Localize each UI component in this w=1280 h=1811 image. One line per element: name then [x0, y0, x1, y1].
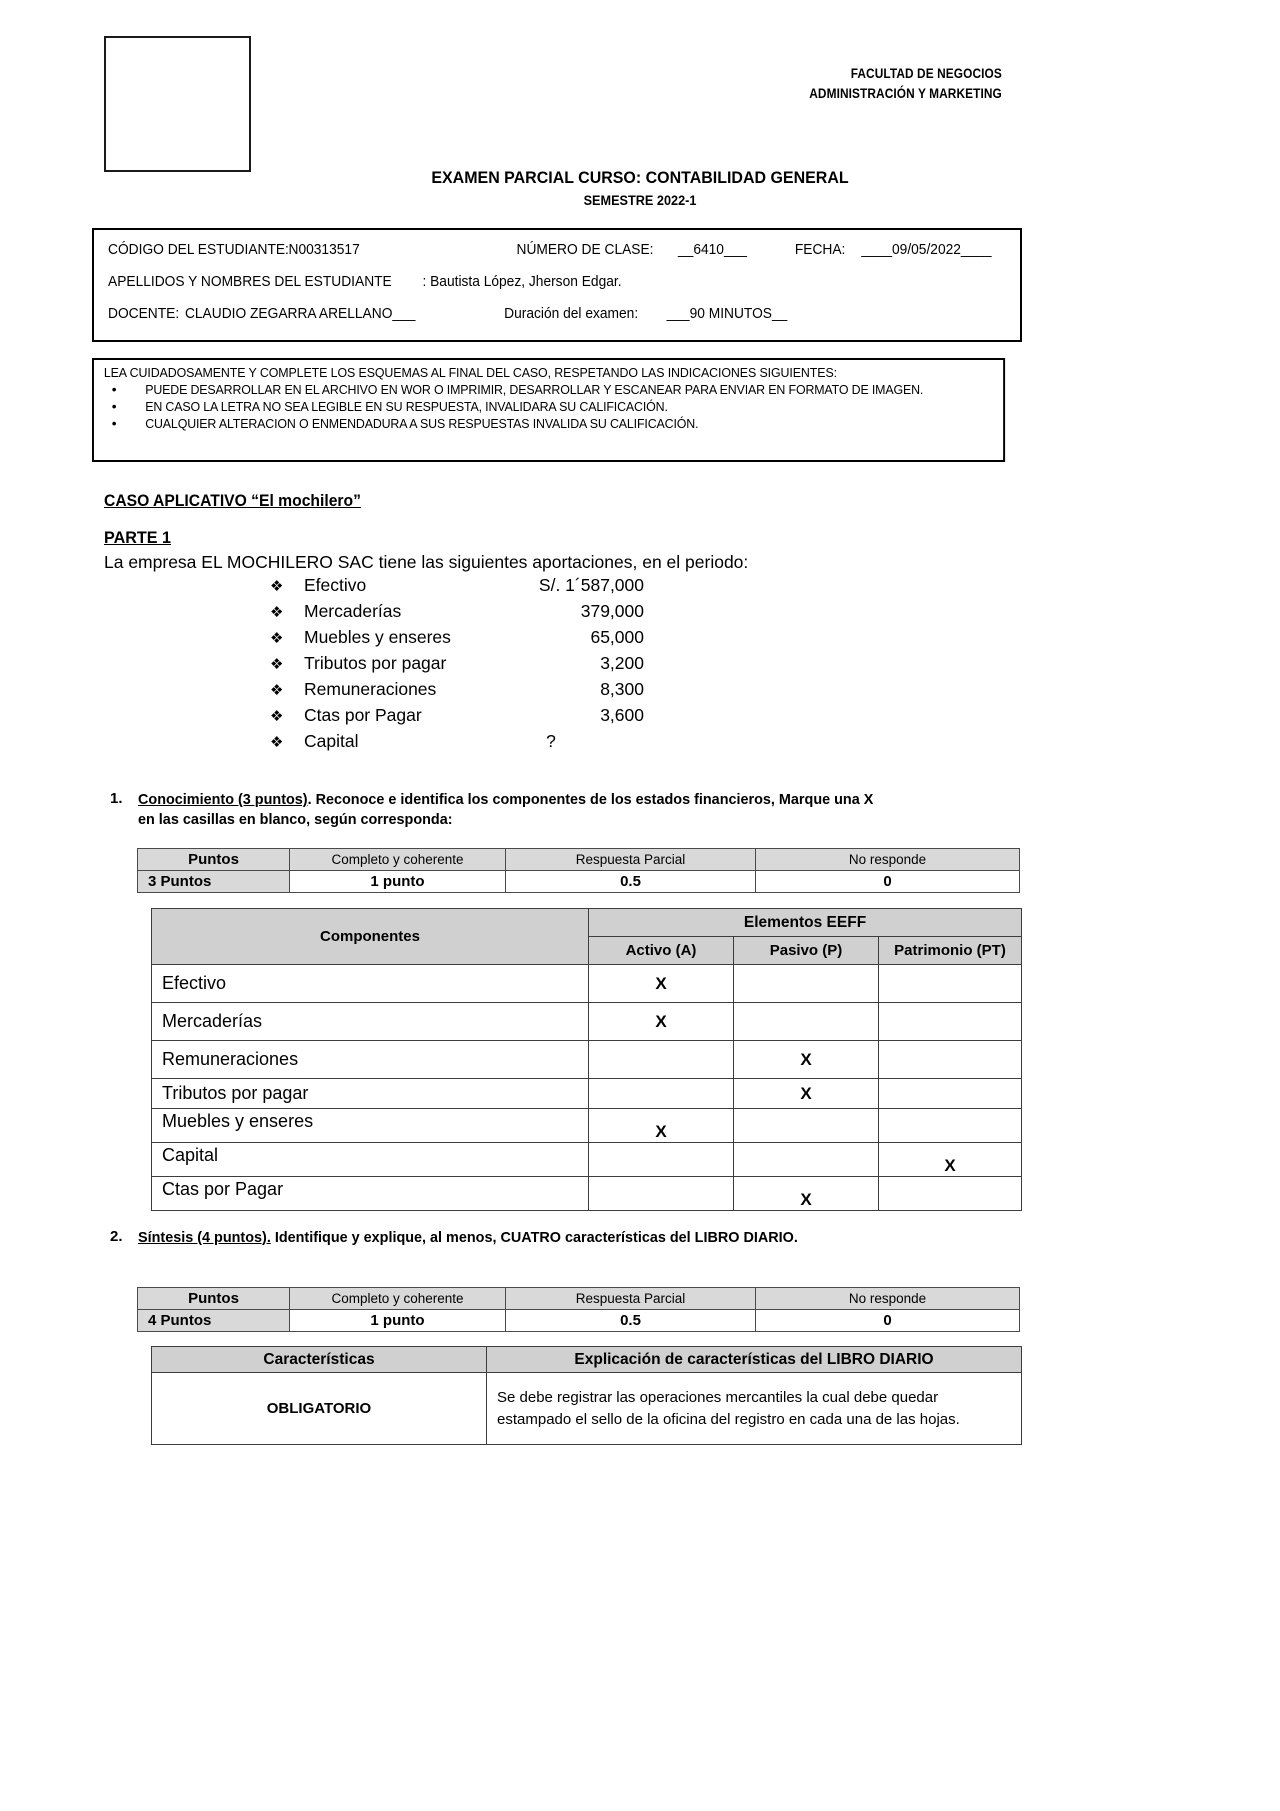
checkbox-cell-activo[interactable]: X: [589, 1003, 734, 1041]
rubric-table-q1: [137, 848, 1020, 893]
checkbox-cell-activo[interactable]: [589, 1041, 734, 1079]
exam-title: EXAMEN PARCIAL CURSO: CONTABILIDAD GENERAL: [431, 168, 849, 187]
table-row: [152, 965, 1022, 1003]
info-line-apellidos: [108, 274, 961, 306]
docente-value: CLAUDIO ZEGARRA ARELLANO___: [184, 306, 416, 322]
table-row: [138, 871, 1020, 893]
component-name: Mercaderías: [152, 1003, 589, 1041]
faculty-name: FACULTAD DE NEGOCIOS: [850, 66, 1002, 81]
rubric-value-puntos: 3 Puntos: [138, 871, 290, 893]
checkbox-cell-pasivo[interactable]: [734, 965, 879, 1003]
document-header: [0, 0, 1280, 150]
components-column-header: Componentes: [152, 909, 589, 965]
table-row: [152, 1003, 1022, 1041]
checkbox-cell-pasivo[interactable]: X: [734, 1041, 879, 1079]
codigo-value: N00313517: [288, 242, 360, 258]
checkbox-cell-patrimonio[interactable]: [879, 1003, 1022, 1041]
contribution-label: Mercaderías: [304, 601, 402, 621]
component-name: Tributos por pagar: [152, 1079, 589, 1109]
table-row: [152, 1079, 1022, 1109]
table-row: [138, 1288, 1020, 1310]
list-item: [270, 705, 690, 731]
contribution-value: 8,300: [600, 679, 644, 699]
table-row: [152, 1041, 1022, 1079]
program-name: ADMINISTRACIÓN Y MARKETING: [809, 85, 1002, 101]
diamond-bullet-icon: ❖: [270, 733, 284, 751]
contribution-value: 3,200: [600, 653, 644, 673]
case-title: CASO APLICATIVO “El mochilero”: [104, 492, 361, 510]
checkbox-cell-patrimonio[interactable]: [879, 1109, 1022, 1143]
contribution-label: Muebles y enseres: [304, 627, 451, 647]
exam-semester: SEMESTRE 2022-1: [583, 193, 697, 208]
contribution-label: Remuneraciones: [304, 679, 437, 699]
rubric-header-puntos: Puntos: [138, 1288, 290, 1310]
table-row: [138, 1310, 1020, 1332]
instructions-list: [104, 382, 995, 432]
university-logo-placeholder: [104, 36, 251, 172]
info-line-codigo: [108, 242, 992, 274]
list-item: [270, 731, 690, 757]
contribution-label: Capital: [304, 731, 359, 751]
question-2-number: 2.: [110, 1228, 123, 1245]
diamond-bullet-icon: ❖: [270, 577, 284, 595]
rubric-value-noresponde: 0: [756, 871, 1020, 893]
apellidos-label: APELLIDOS Y NOMBRES DEL ESTUDIANTE: [108, 274, 392, 290]
question-1-rest: . Reconoce e identifica los componentes de los estados financieros, Marque una X: [307, 791, 874, 808]
part-label: PARTE 1: [104, 528, 172, 547]
table-row: [152, 1143, 1022, 1177]
rubric-value-noresponde: 0: [756, 1310, 1020, 1332]
contribution-value: ?: [546, 731, 556, 751]
rubric-header-completo: Completo y coherente: [290, 1288, 506, 1310]
rubric-value-parcial: 0.5: [506, 871, 756, 893]
rubric-header-completo: Completo y coherente: [290, 849, 506, 871]
diamond-bullet-icon: ❖: [270, 681, 284, 699]
rubric-header-noresponde: No responde: [756, 1288, 1020, 1310]
checkbox-cell-pasivo[interactable]: X: [734, 1177, 879, 1211]
diamond-bullet-icon: ❖: [270, 629, 284, 647]
checkbox-cell-patrimonio[interactable]: [879, 1177, 1022, 1211]
list-item: [270, 575, 690, 601]
checkbox-cell-pasivo[interactable]: X: [734, 1079, 879, 1109]
student-info-box: [92, 228, 1022, 342]
case-intro-text: La empresa EL MOCHILERO SAC tiene las siguientes aportaciones, en el periodo:: [104, 552, 749, 572]
checkbox-cell-activo[interactable]: [589, 1079, 734, 1109]
rubric-header-parcial: Respuesta Parcial: [506, 849, 756, 871]
instructions-lead: LEA CUIDADOSAMENTE Y COMPLETE LOS ESQUEMAS AL FINAL DEL CASO, RESPETANDO LAS INDICACIONES SIGUIENTES:: [103, 366, 837, 380]
question-2-rest: Identifique y explique, al menos, CUATRO características del LIBRO DIARIO.: [270, 1229, 798, 1246]
clase-label: NÚMERO DE CLASE:: [516, 242, 654, 258]
instruction-item: • CUALQUIER ALTERACION O ENMENDADURA A SUS RESPUESTAS INVALIDA SU CALIFICACIÓN.: [104, 416, 995, 432]
list-item: [270, 627, 690, 653]
checkbox-cell-pasivo[interactable]: [734, 1143, 879, 1177]
contribution-label: Ctas por Pagar: [304, 705, 422, 725]
info-line-docente: [108, 306, 961, 338]
contribution-label: Tributos por pagar: [304, 653, 447, 673]
component-name: Efectivo: [152, 965, 589, 1003]
question-2-text: [138, 1228, 1002, 1248]
contribution-value: 65,000: [590, 627, 644, 647]
question-1-line2: en las casillas en blanco, según corresponda:: [138, 811, 453, 829]
instruction-item: • PUEDE DESARROLLAR EN EL ARCHIVO EN WOR O IMPRIMIR, DESARROLLAR Y ESCANEAR PARA ENVIAR EN FORMATO DE IMAGEN.: [104, 382, 995, 398]
fecha-label: FECHA:: [794, 242, 846, 258]
faculty-heading: [809, 64, 1002, 103]
checkbox-cell-activo[interactable]: [589, 1177, 734, 1211]
instructions-box: [92, 358, 1005, 462]
checkbox-cell-activo[interactable]: X: [589, 965, 734, 1003]
column-header-explicacion: Explicación de características del LIBRO DIARIO: [487, 1347, 1022, 1373]
table-row: [152, 1373, 1022, 1445]
instruction-item: • EN CASO LA LETRA NO SEA LEGIBLE EN SU RESPUESTA, INVALIDARA SU CALIFICACIÓN.: [104, 399, 995, 415]
question-1-text: [138, 790, 1002, 831]
question-2-underlined: Síntesis (4 puntos).: [138, 1229, 271, 1246]
diamond-bullet-icon: ❖: [270, 655, 284, 673]
checkbox-cell-patrimonio[interactable]: [879, 1079, 1022, 1109]
checkbox-cell-activo[interactable]: [589, 1143, 734, 1177]
question-1-underlined: Conocimiento (3 puntos): [138, 791, 308, 808]
docente-label: DOCENTE:: [108, 306, 180, 322]
table-row: [138, 849, 1020, 871]
list-item: [270, 653, 690, 679]
checkbox-cell-patrimonio[interactable]: X: [879, 1143, 1022, 1177]
contributions-list: [270, 575, 690, 757]
rubric-header-puntos: Puntos: [138, 849, 290, 871]
checkbox-cell-patrimonio[interactable]: [879, 1041, 1022, 1079]
contribution-value: S/. 1´587,000: [538, 575, 644, 595]
elementos-eeff-group-header: Elementos EEFF: [589, 909, 1022, 937]
checkbox-cell-pasivo[interactable]: [734, 1109, 879, 1143]
clase-value: __6410___: [678, 242, 747, 258]
contribution-label: Efectivo: [304, 575, 367, 595]
rubric-value-puntos: 4 Puntos: [138, 1310, 290, 1332]
list-item: [270, 601, 690, 627]
list-item: [270, 679, 690, 705]
component-name: Capital: [152, 1143, 589, 1177]
component-name: Ctas por Pagar: [152, 1177, 589, 1211]
diamond-bullet-icon: ❖: [270, 707, 284, 725]
diamond-bullet-icon: ❖: [270, 603, 284, 621]
question-1-number: 1.: [110, 790, 123, 807]
table-row: [152, 1347, 1022, 1373]
contribution-value: 379,000: [580, 601, 644, 621]
rubric-header-parcial: Respuesta Parcial: [506, 1288, 756, 1310]
explicacion-value[interactable]: Se debe registrar las operaciones mercantiles la cual debe quedar estampado el sello de la oficina del registro en cada una de las hojas.: [487, 1373, 1022, 1445]
column-header-pasivo: Pasivo (P): [734, 937, 879, 965]
apellidos-value: : Bautista López, Jherson Edgar.: [422, 274, 622, 290]
checkbox-cell-patrimonio[interactable]: [879, 965, 1022, 1003]
duracion-label: Duración del examen:: [504, 306, 639, 322]
codigo-label: CÓDIGO DEL ESTUDIANTE:: [108, 242, 289, 258]
libro-diario-characteristics-table: [151, 1346, 1022, 1445]
components-eeff-table: [151, 908, 1022, 1211]
rubric-header-noresponde: No responde: [756, 849, 1020, 871]
caracteristica-value[interactable]: OBLIGATORIO: [152, 1373, 487, 1445]
checkbox-cell-activo[interactable]: X: [589, 1109, 734, 1143]
column-header-caracteristicas: Características: [152, 1347, 487, 1373]
rubric-table-q2: [137, 1287, 1020, 1332]
column-header-patrimonio: Patrimonio (PT): [879, 937, 1022, 965]
checkbox-cell-pasivo[interactable]: [734, 1003, 879, 1041]
duracion-value: ___90 MINUTOS__: [666, 306, 788, 322]
column-header-activo: Activo (A): [589, 937, 734, 965]
component-name: Muebles y enseres: [152, 1109, 589, 1143]
table-row: [152, 909, 1022, 937]
rubric-value-completo: 1 punto: [290, 871, 506, 893]
rubric-value-parcial: 0.5: [506, 1310, 756, 1332]
table-row: [152, 1109, 1022, 1143]
table-row: [152, 1177, 1022, 1211]
fecha-value: ____09/05/2022____: [861, 242, 992, 258]
rubric-value-completo: 1 punto: [290, 1310, 506, 1332]
contribution-value: 3,600: [600, 705, 644, 725]
component-name: Remuneraciones: [152, 1041, 589, 1079]
